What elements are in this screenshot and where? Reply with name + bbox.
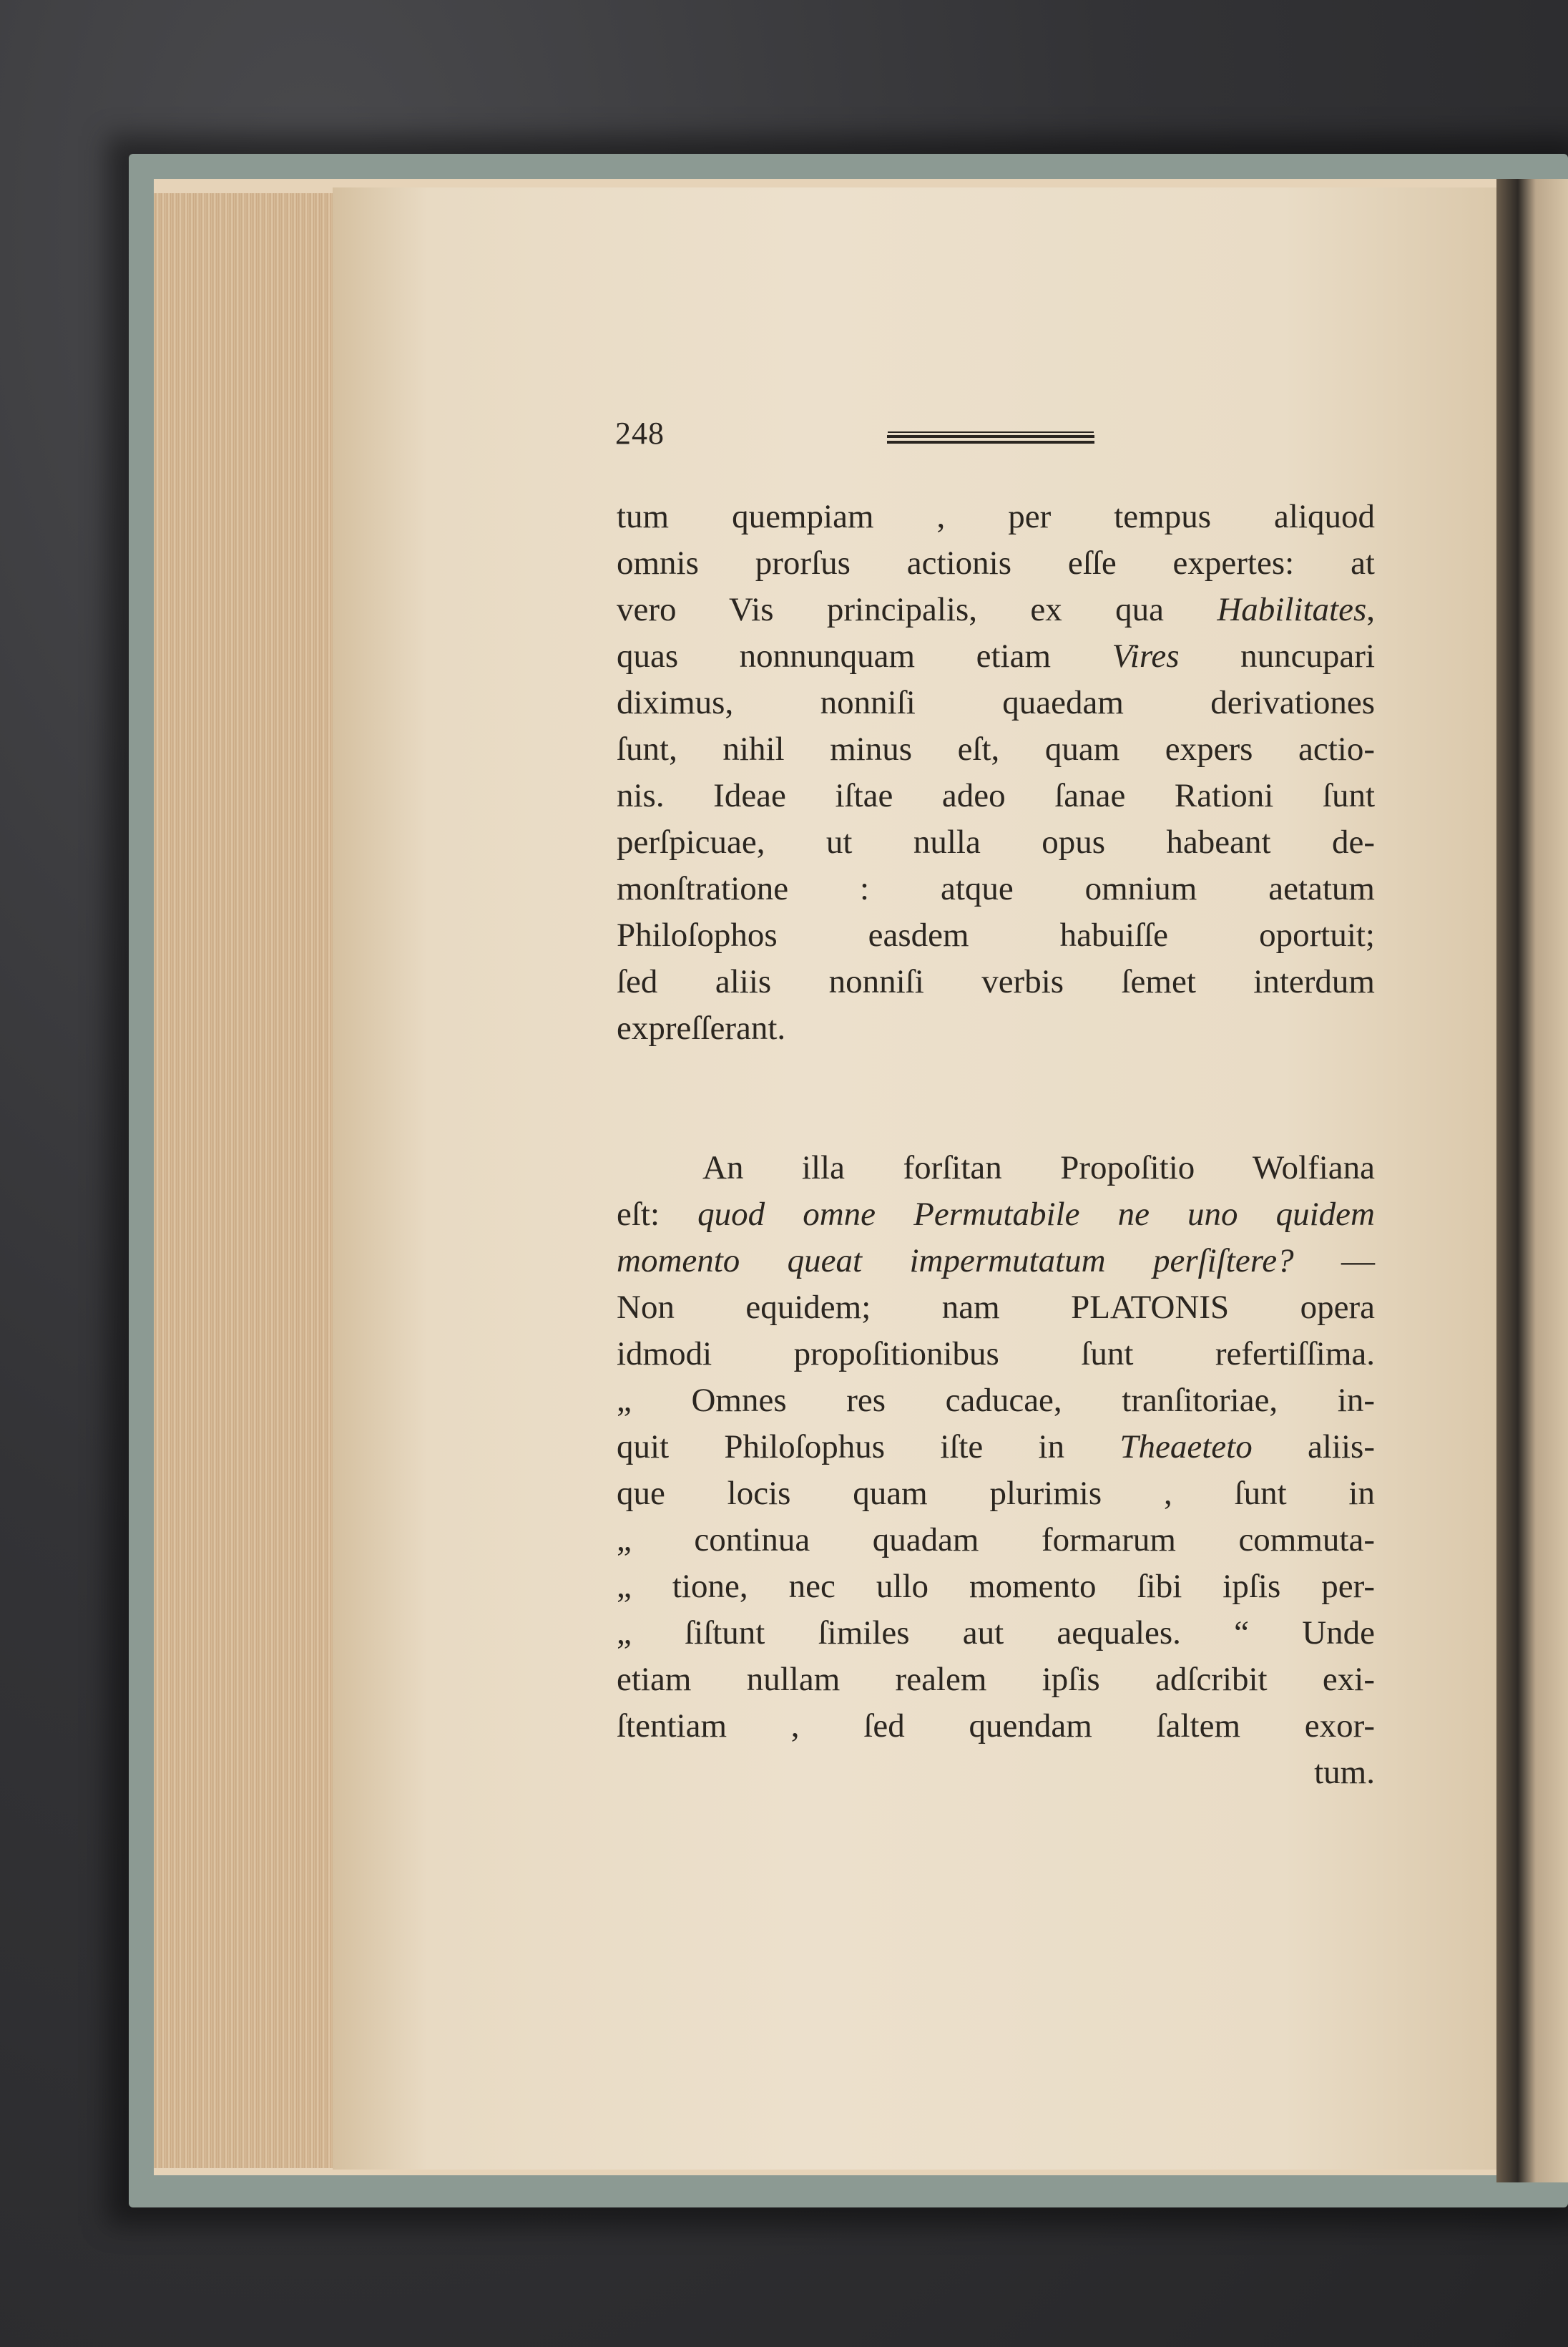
text-segment: quit Philoſophus iſte in: [617, 1428, 1120, 1465]
text-segment: quas nonnunquam etiam: [617, 638, 1112, 675]
text-segment: Non equidem; nam PLATONIS opera: [617, 1289, 1375, 1326]
paragraph: [617, 1145, 1375, 1750]
text-segment: nuncupari: [1179, 638, 1376, 675]
text-line: [617, 819, 1375, 866]
text-segment: expreſſerant.: [617, 1010, 786, 1047]
text-segment: tum quempiam , per tempus aliquod: [617, 498, 1375, 535]
text-line: [617, 1191, 1375, 1238]
text-segment: monſtratione : atque omnium aetatum: [617, 870, 1375, 907]
book-gutter: [1496, 179, 1568, 2182]
text-segment: aliis-: [1252, 1428, 1375, 1465]
text-line: [617, 1424, 1375, 1470]
italic-text: Habilitates: [1217, 591, 1367, 628]
paragraph-gap: [617, 1052, 1375, 1145]
text-segment: ſunt, nihil minus eſt, quam expers actio-: [617, 731, 1375, 768]
text-segment: idmodi propoſitionibus ſunt refertiſſima.: [617, 1335, 1375, 1372]
text-line: [617, 726, 1375, 773]
page-number: 248: [615, 416, 665, 451]
text-line: [617, 494, 1375, 540]
text-line: [617, 633, 1375, 680]
italic-text: momento queat impermutatum perſiſtere?: [617, 1242, 1294, 1279]
text-line: [617, 912, 1375, 959]
italic-text: Vires: [1112, 638, 1180, 675]
text-segment: que locis quam plurimis , ſunt in: [617, 1475, 1375, 1512]
text-line: [617, 1284, 1375, 1331]
text-line: [617, 1238, 1375, 1284]
text-line: [617, 1377, 1375, 1424]
text-line: [617, 1563, 1375, 1610]
text-segment: „ ſiſtunt ſimiles aut aequales. “ Unde: [617, 1614, 1375, 1651]
running-head: [615, 415, 1381, 458]
page-edges: [154, 193, 334, 2168]
text-line: [617, 1005, 1375, 1052]
text-line: [617, 1703, 1375, 1750]
text-segment: —: [1293, 1242, 1376, 1279]
text-line: [617, 587, 1375, 633]
text-segment: Philoſophos easdem habuiſſe oportuit;: [617, 917, 1375, 954]
text-line: [617, 773, 1375, 819]
italic-text: Theaeteto: [1119, 1428, 1253, 1465]
body-text: [617, 494, 1375, 1796]
text-line: [617, 1656, 1375, 1703]
paragraph: [617, 494, 1375, 1052]
text-line: [617, 1517, 1375, 1563]
text-segment: vero Vis principalis, ex qua: [617, 591, 1217, 628]
text-segment: perſpicuae, ut nulla opus habeant de-: [617, 824, 1375, 861]
italic-text: quod omne Permutabile ne uno quidem: [697, 1196, 1375, 1233]
catchword: tum.: [1314, 1754, 1375, 1791]
text-segment: An illa forſitan Propoſitio Wolfiana: [702, 1149, 1375, 1186]
text-segment: omnis prorſus actionis eſſe expertes: at: [617, 545, 1375, 582]
text-line: [617, 866, 1375, 912]
text-segment: ſed aliis nonniſi verbis ſemet interdum: [617, 963, 1375, 1000]
text-line: [617, 540, 1375, 587]
text-segment: nis. Ideae iſtae adeo ſanae Rationi ſunt: [617, 777, 1375, 814]
text-segment: diximus, nonniſi quaedam derivationes: [617, 684, 1375, 721]
text-segment: „ continua quadam formarum commuta-: [617, 1521, 1375, 1558]
text-segment: eſt:: [617, 1196, 698, 1233]
text-line: [617, 680, 1375, 726]
ornament-rule: [887, 435, 1094, 438]
text-segment: „ Omnes res caducae, tranſitoriae, in-: [617, 1382, 1375, 1419]
text-segment: etiam nullam realem ipſis adſcribit exi-: [617, 1661, 1375, 1698]
text-line: [617, 1470, 1375, 1517]
text-line: [617, 959, 1375, 1005]
text-line: [617, 1145, 1375, 1191]
text-segment: „ tione, nec ullo momento ſibi ipſis per-: [617, 1568, 1375, 1605]
text-line: [617, 1610, 1375, 1656]
text-segment: ,: [1366, 591, 1375, 628]
text-segment: ſtentiam , ſed quendam ſaltem exor-: [617, 1707, 1375, 1745]
text-line: [617, 1331, 1375, 1377]
